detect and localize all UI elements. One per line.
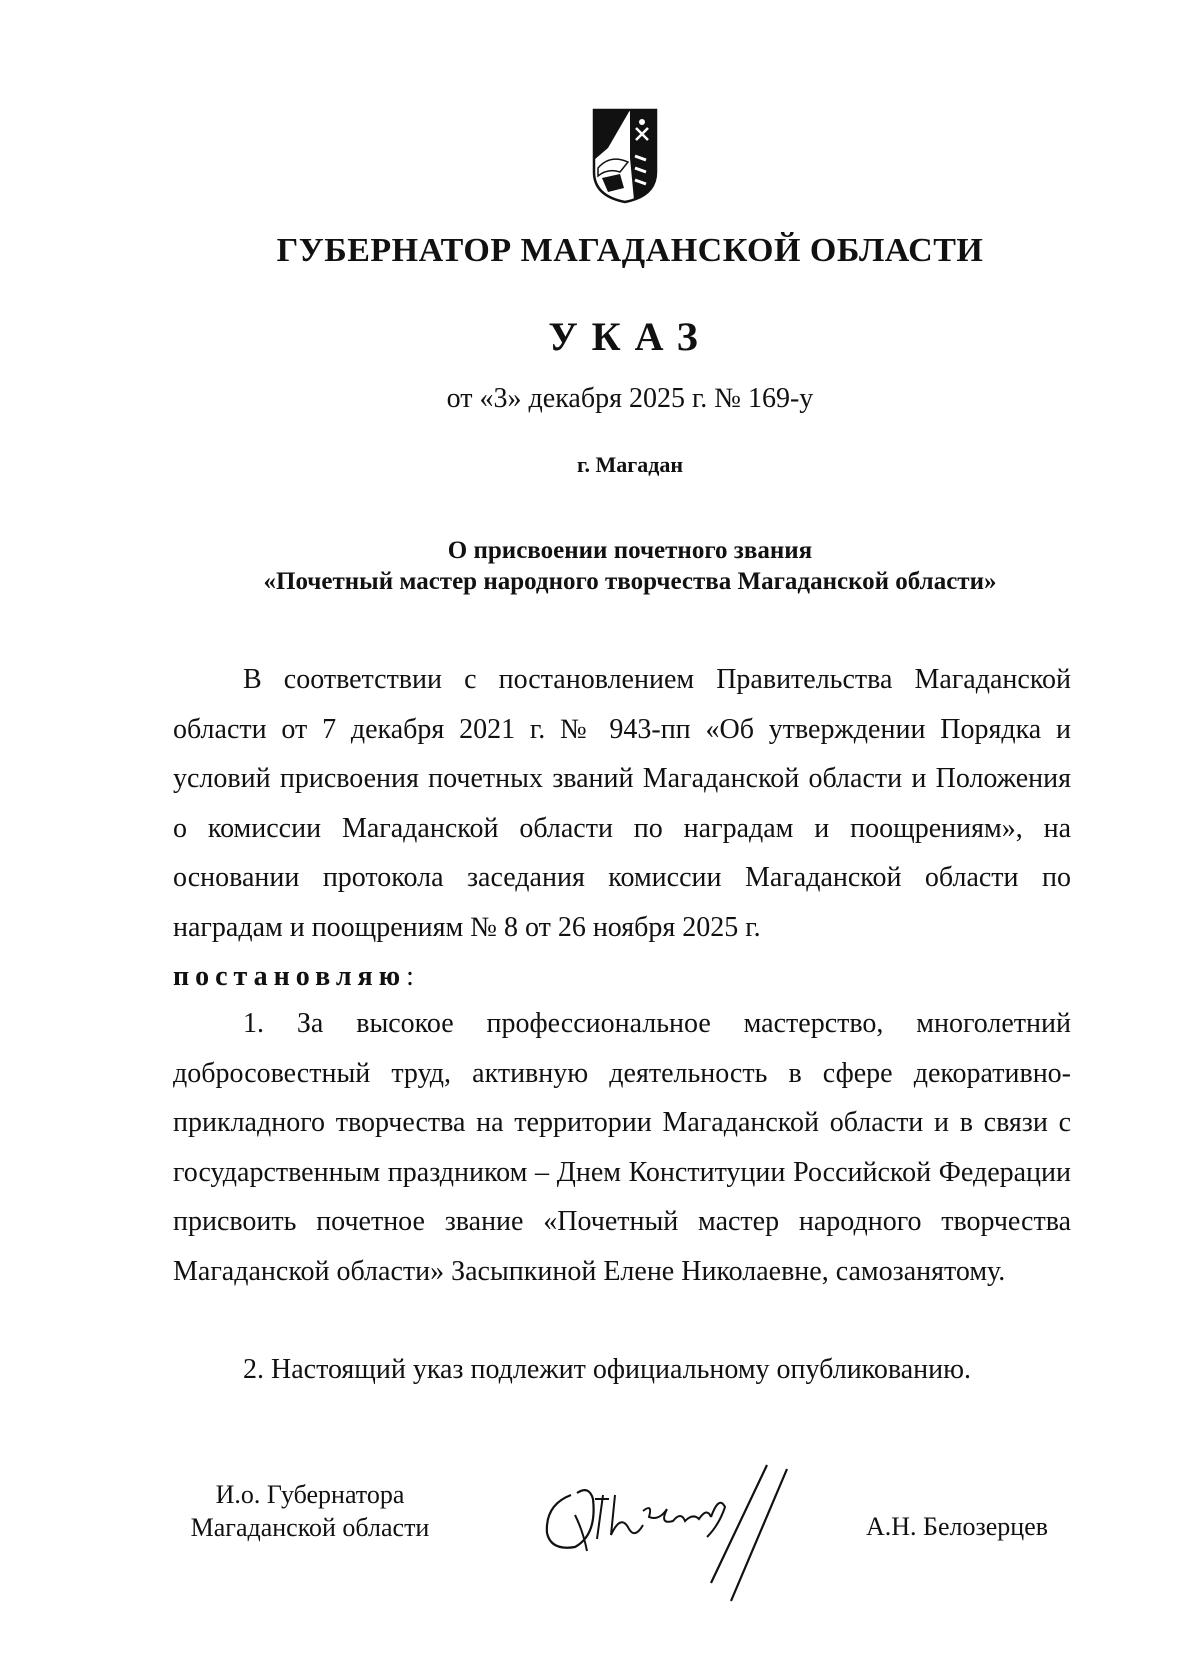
decree-word: постановляю [173, 961, 407, 992]
signatory-position-line2: Магаданской области [190, 1513, 430, 1542]
magadan-coat-of-arms-icon [590, 108, 660, 204]
decree-line [173, 952, 1071, 1002]
item-2-paragraph: 2. Настоящий указ подлежит официальному опубликованию. [243, 1354, 972, 1385]
document-title-line2: «Почетный мастер народного творчества Магаданской области» [263, 568, 997, 595]
issuing-authority: ГУБЕРНАТОР МАГАДАНСКОЙ ОБЛАСТИ [276, 232, 984, 269]
intro-text: В соответствии с постановлением Правительства Магаданской области от 7 декабря 2021 г. № 943-пп «Об утверждении Порядка и условий присвоения почетных званий Магаданской области и Положения о комиссии Магаданской области по наградам и поощрениям», на основании протокола заседания комиссии Магаданской области по наградам и поощрениям № 8 от 26 ноября 2025 г. [173, 664, 1071, 943]
decree-colon: : [406, 961, 414, 992]
signatory-position-line1: И.о. Губернатора [215, 1480, 405, 1509]
handwritten-signature-icon [535, 1455, 805, 1605]
signatory-position [175, 1478, 445, 1544]
document-type: УКАЗ [548, 314, 712, 359]
document-date-number: от «3» декабря 2025 г. № 169-у [446, 383, 814, 414]
document-title [0, 535, 1200, 597]
item-1-paragraph: 1. За высокое профессиональное мастерство, многолетний добросовестный труд, активную деятельность в сфере декоративно-прикладного творчества на территории Магаданской области и в связи с государственным праздником – Днем Конституции Российской Федерации присвоить почетное звание «Почетный мастер народного творчества Магаданской области» Засыпкиной Елене Николаевне, самозанятому. [173, 1008, 1071, 1287]
intro-paragraph [173, 655, 1071, 1002]
document-place: г. Магадан [576, 452, 684, 477]
document-title-line1: О присвоении почетного звания [447, 537, 813, 564]
signatory-name: А.Н. Белозерцев [866, 1512, 1049, 1541]
